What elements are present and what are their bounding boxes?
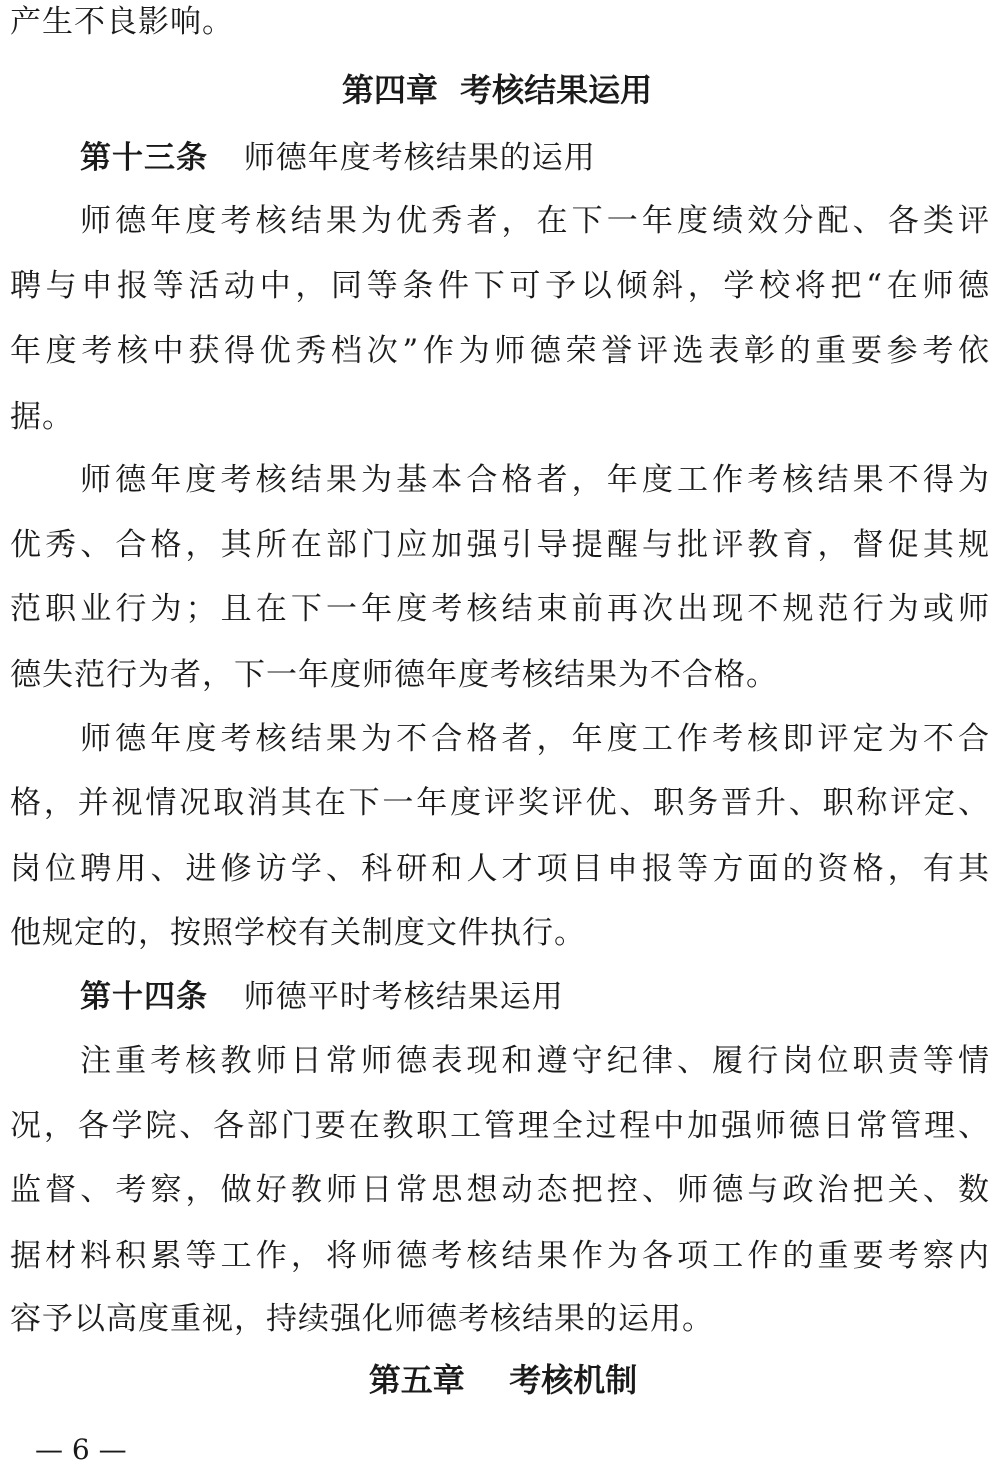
article-13-title: 第十三条 — [80, 140, 208, 176]
article-14-heading — [80, 977, 990, 1017]
chapter-4-heading: 第四章 考核结果运用 — [341, 71, 653, 109]
text-line: 容予以高度重视，持续强化师德考核结果的运用。 — [10, 1301, 714, 1337]
text-line: 范职业行为；且在下一年度考核结束前再次出现不规范行为或师 — [10, 591, 990, 627]
page-number: — 6 — — [35, 1433, 127, 1466]
text-line: 产生不良影响。 — [10, 4, 234, 40]
text-line: 年度考核中获得优秀档次”作为师德荣誉评选表彰的重要参考依 — [10, 333, 990, 369]
text-line: 监督、考察，做好教师日常思想动态把控、师德与政治把关、数 — [10, 1172, 990, 1208]
article-13-subtitle: 师德年度考核结果的运用 — [243, 140, 596, 176]
article-14-title: 第十四条 — [80, 979, 208, 1015]
text-line: 岗位聘用、进修访学、科研和人才项目申报等方面的资格，有其 — [10, 851, 990, 887]
text-line: 聘与申报等活动中，同等条件下可予以倾斜，学校将把“在师德 — [10, 268, 990, 304]
chapter-5-heading: 第五章 考核机制 — [368, 1361, 638, 1399]
text-line: 优秀、合格，其所在部门应加强引导提醒与批评教育，督促其规 — [10, 527, 990, 563]
text-line: 况，各学院、各部门要在教职工管理全过程中加强师德日常管理、 — [10, 1108, 990, 1144]
text-line: 师德年度考核结果为基本合格者，年度工作考核结果不得为 — [80, 462, 990, 498]
text-line: 他规定的，按照学校有关制度文件执行。 — [10, 915, 586, 951]
text-line: 注重考核教师日常师德表现和遵守纪律、履行岗位职责等情 — [80, 1043, 990, 1079]
article-13-heading — [80, 138, 990, 178]
text-line: 师德年度考核结果为优秀者，在下一年度绩效分配、各类评 — [80, 203, 990, 239]
text-line: 据材料积累等工作，将师德考核结果作为各项工作的重要考察内 — [10, 1238, 990, 1274]
text-line: 格，并视情况取消其在下一年度评奖评优、职务晋升、职称评定、 — [10, 785, 990, 821]
text-line: 师德年度考核结果为不合格者，年度工作考核即评定为不合 — [80, 721, 990, 757]
article-14-subtitle: 师德平时考核结果运用 — [243, 979, 564, 1015]
text-line: 据。 — [10, 399, 74, 435]
text-line: 德失范行为者，下一年度师德年度考核结果为不合格。 — [10, 657, 778, 693]
